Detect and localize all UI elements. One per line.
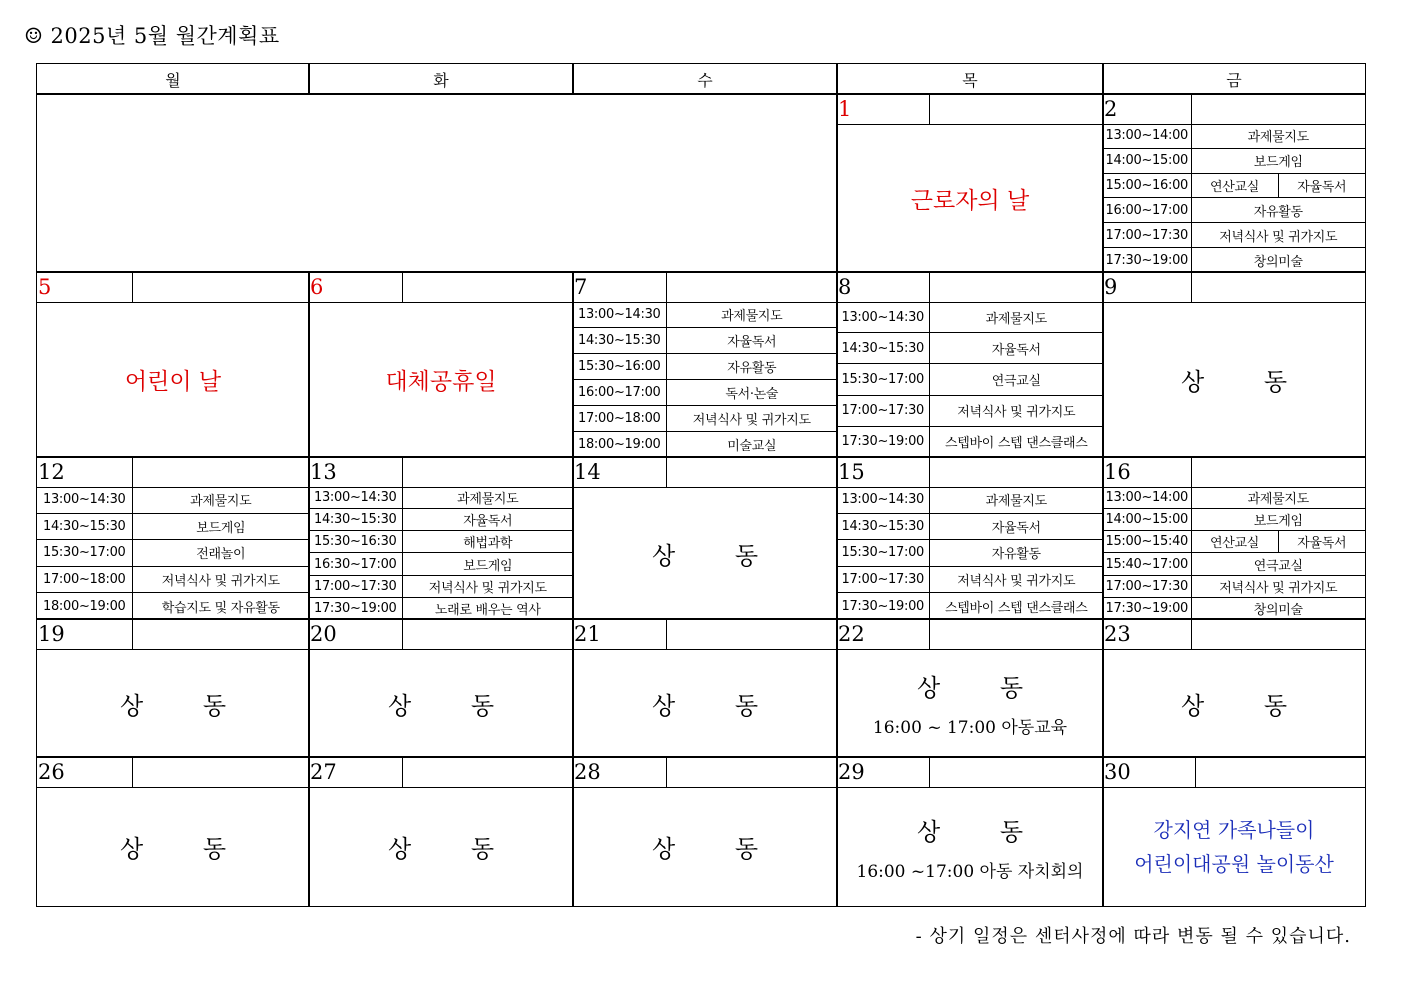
schedule-activity: 연산교실 (1191, 531, 1278, 553)
schedule-activity: 자율독서 (402, 509, 573, 531)
day-number: 21 (574, 622, 601, 646)
schedule-activity: 과제물지도 (929, 487, 1103, 513)
schedule-row (309, 487, 573, 509)
schedule-activity: 저녁식사 및 귀가지도 (132, 566, 309, 593)
schedule-time: 18:00~19:00 (37, 593, 132, 619)
footer-notice: - 상기 일정은 센터사정에 따라 변동 될 수 있습니다. (915, 926, 1351, 947)
schedule-row (573, 302, 837, 327)
schedule-row (1103, 198, 1365, 223)
day-cell-6 (308, 271, 574, 458)
schedule-table (837, 487, 1103, 619)
schedule-time: 15:00~16:00 (1103, 173, 1191, 198)
schedule-activity: 과제물지도 (1191, 124, 1365, 148)
schedule-activity: 자율독서 (929, 333, 1103, 364)
weekday-fri: 금 (1102, 63, 1366, 95)
schedule-time: 13:00~14:30 (837, 487, 929, 513)
schedule-row (309, 531, 573, 553)
schedule-activity: 저녁식사 및 귀가지도 (929, 395, 1103, 426)
schedule-row (573, 379, 837, 405)
day-number: 12 (38, 460, 65, 484)
schedule-activity: 과제물지도 (1191, 487, 1365, 509)
schedule-row (837, 395, 1103, 426)
schedule-row (1103, 248, 1365, 272)
schedule-time: 13:00~14:30 (573, 302, 666, 327)
schedule-time: 17:00~17:30 (1103, 223, 1191, 248)
schedule-time: 17:00~18:00 (37, 566, 132, 593)
schedule-activity: 스텝바이 스텝 댄스클래스 (944, 600, 1088, 616)
day-cell-23 (1102, 618, 1366, 758)
schedule-time: 16:00~17:00 (573, 379, 666, 405)
day-cell-12 (36, 456, 310, 620)
schedule-row (309, 509, 573, 531)
schedule-time: 17:30~19:00 (837, 593, 929, 619)
schedule-time: 13:00~14:30 (309, 487, 402, 509)
schedule-activity: 과제물지도 (402, 487, 573, 509)
calendar (36, 63, 1366, 907)
schedule-activity: 저녁식사 및 귀가지도 (402, 575, 573, 597)
schedule-activity: 자유활동 (929, 540, 1103, 567)
schedule-activity: 연극교실 (929, 364, 1103, 395)
schedule-row (1103, 509, 1365, 531)
same-label: 상 동 (917, 817, 1049, 846)
schedule-row (1103, 173, 1365, 198)
schedule-row (1103, 487, 1365, 509)
day-cell-9 (1102, 271, 1366, 458)
schedule-table (837, 302, 1103, 457)
day-cell-15 (836, 456, 1104, 620)
schedule-activity: 창의미술 (1253, 254, 1303, 270)
schedule-row (37, 540, 309, 567)
day-number: 2 (1104, 97, 1118, 121)
day-number: 30 (1104, 760, 1131, 784)
schedule-time: 14:00~15:00 (1103, 148, 1191, 173)
page-title: ☺ 2025년 5월 월간계획표 (24, 24, 280, 48)
schedule-time: 15:30~17:00 (837, 540, 929, 567)
day-cell-27 (308, 756, 574, 907)
schedule-row (37, 513, 309, 540)
day-cell-26 (36, 756, 310, 907)
day-cell-20 (308, 618, 574, 758)
schedule-time: 15:30~17:00 (37, 540, 132, 567)
schedule-time: 17:00~17:30 (837, 395, 929, 426)
schedule-time: 13:00~14:30 (37, 487, 132, 513)
schedule-row (37, 487, 309, 513)
same-label: 상 동 (120, 691, 252, 720)
day-number: 23 (1104, 622, 1131, 646)
holiday-label: 근로자의 날 (910, 187, 1030, 214)
schedule-time: 15:00~15:40 (1103, 531, 1191, 553)
schedule-row (837, 593, 1103, 619)
weekday-wed: 수 (572, 63, 838, 95)
same-label: 상 동 (120, 835, 252, 863)
schedule-activity: 보드게임 (1191, 509, 1365, 531)
same-label: 상 동 (917, 674, 1049, 702)
schedule-row (837, 487, 1103, 513)
outing-line-1: 강지연 가족나들이 (1153, 817, 1315, 842)
day-cell-5 (36, 271, 310, 458)
schedule-time: 16:30~17:00 (309, 553, 402, 575)
day-cell-14 (572, 456, 838, 620)
schedule-row (837, 364, 1103, 395)
day-number: 27 (310, 760, 337, 784)
day-cell-22 (836, 618, 1104, 758)
same-label: 상 동 (652, 541, 784, 570)
schedule-activity: 자율독서 (929, 513, 1103, 540)
day-cell-16 (1102, 456, 1366, 620)
schedule-row (309, 597, 573, 619)
schedule-row (573, 432, 837, 457)
schedule-row (1103, 553, 1365, 575)
schedule-table (37, 487, 309, 619)
empty-cell (36, 93, 838, 273)
schedule-time: 14:30~15:30 (309, 509, 402, 531)
schedule-time: 17:30~19:00 (837, 426, 929, 457)
same-label: 상 동 (388, 691, 520, 720)
schedule-table (1103, 487, 1365, 619)
schedule-time: 16:00~17:00 (1103, 198, 1191, 223)
weekday-mon: 월 (36, 63, 310, 95)
day-number: 22 (838, 622, 865, 646)
schedule-row (1103, 597, 1365, 619)
schedule-activity: 자율독서 (1278, 531, 1365, 553)
schedule-activity: 자유활동 (1191, 198, 1365, 223)
day-cell-8 (836, 271, 1104, 458)
weekday-thu: 목 (836, 63, 1104, 95)
schedule-time: 14:30~15:30 (837, 513, 929, 540)
schedule-time: 14:00~15:00 (1103, 509, 1191, 531)
schedule-time: 17:00~18:00 (573, 406, 666, 432)
schedule-row (573, 327, 837, 353)
schedule-time: 14:30~15:30 (573, 327, 666, 353)
day-cell-1 (836, 93, 1104, 273)
schedule-time: 14:30~15:30 (837, 333, 929, 364)
schedule-activity: 보드게임 (1191, 148, 1365, 173)
schedule-activity: 과제물지도 (666, 302, 837, 327)
outing-line-2: 어린이대공원 놀이동산 (1134, 851, 1334, 876)
day-cell-30 (1102, 756, 1366, 907)
schedule-activity: 스텝바이 스텝 댄스클래스 (944, 436, 1088, 452)
schedule-activity: 보드게임 (402, 553, 573, 575)
day-number: 26 (38, 760, 65, 784)
schedule-time: 15:30~16:00 (573, 353, 666, 379)
schedule-row (837, 426, 1103, 457)
schedule-time: 17:30~19:00 (1103, 248, 1191, 272)
day-number: 1 (838, 97, 852, 121)
schedule-row (837, 540, 1103, 567)
schedule-activity: 자율독서 (666, 327, 837, 353)
schedule-row (1103, 148, 1365, 173)
day-number: 16 (1104, 460, 1131, 484)
schedule-time: 17:00~17:30 (1103, 575, 1191, 597)
schedule-activity: 미술교실 (727, 439, 777, 455)
schedule-time: 15:30~17:00 (837, 364, 929, 395)
day-number: 29 (838, 760, 865, 784)
event-note: 16:00 ~17:00 아동 자치회의 (856, 861, 1084, 882)
day-cell-19 (36, 618, 310, 758)
schedule-time: 15:40~17:00 (1103, 553, 1191, 575)
schedule-activity: 독서·논술 (666, 379, 837, 405)
schedule-row (37, 593, 309, 619)
schedule-activity: 해법과학 (402, 531, 573, 553)
day-cell-29 (836, 756, 1104, 907)
schedule-row (837, 566, 1103, 593)
schedule-row (1103, 531, 1365, 553)
schedule-row (837, 302, 1103, 333)
day-number: 7 (574, 275, 588, 299)
schedule-row (309, 553, 573, 575)
day-number: 8 (838, 275, 852, 299)
schedule-time: 17:30~19:00 (1103, 597, 1191, 619)
day-number: 15 (838, 460, 865, 484)
schedule-time: 17:00~17:30 (837, 566, 929, 593)
schedule-table (573, 302, 837, 457)
same-label: 상 동 (652, 835, 784, 863)
day-number: 13 (310, 460, 337, 484)
day-cell-21 (572, 618, 838, 758)
schedule-row (573, 353, 837, 379)
schedule-row (309, 575, 573, 597)
schedule-activity: 자유활동 (666, 353, 837, 379)
day-number: 9 (1104, 275, 1118, 299)
holiday-label: 대체공휴일 (385, 369, 497, 395)
same-label: 상 동 (1181, 368, 1313, 396)
schedule-time: 13:00~14:00 (1103, 124, 1191, 148)
schedule-row (1103, 124, 1365, 148)
schedule-activity: 저녁식사 및 귀가지도 (1191, 223, 1365, 248)
day-number: 14 (574, 460, 601, 484)
holiday-label: 어린이 날 (124, 369, 222, 395)
day-number: 6 (310, 275, 324, 299)
day-number: 5 (38, 275, 52, 299)
schedule-activity: 저녁식사 및 귀가지도 (666, 406, 837, 432)
schedule-activity: 저녁식사 및 귀가지도 (1191, 575, 1365, 597)
same-label: 상 동 (1181, 691, 1313, 720)
day-cell-13 (308, 456, 574, 620)
day-number: 19 (38, 622, 65, 646)
schedule-time: 18:00~19:00 (573, 432, 666, 457)
weekday-tue: 화 (308, 63, 574, 95)
schedule-activity: 과제물지도 (132, 487, 309, 513)
schedule-activity: 전래놀이 (132, 540, 309, 567)
schedule-time: 15:30~16:30 (309, 531, 402, 553)
schedule-time: 13:00~14:30 (837, 302, 929, 333)
schedule-table (309, 487, 573, 619)
schedule-activity: 연극교실 (1191, 553, 1365, 575)
schedule-row (837, 513, 1103, 540)
schedule-activity: 저녁식사 및 귀가지도 (929, 566, 1103, 593)
schedule-time: 17:30~19:00 (309, 597, 402, 619)
schedule-row (573, 406, 837, 432)
schedule-activity: 노래로 배우는 역사 (434, 602, 541, 618)
day-cell-2 (1102, 93, 1366, 273)
event-note: 16:00 ~ 17:00 아동교육 (872, 718, 1068, 738)
schedule-time: 14:30~15:30 (37, 513, 132, 540)
schedule-activity: 보드게임 (132, 513, 309, 540)
schedule-row (837, 333, 1103, 364)
schedule-row (1103, 223, 1365, 248)
schedule-time: 17:00~17:30 (309, 575, 402, 597)
schedule-activity: 과제물지도 (929, 302, 1103, 333)
schedule-activity: 창의미술 (1253, 602, 1303, 618)
day-number: 28 (574, 760, 601, 784)
day-cell-7 (572, 271, 838, 458)
same-label: 상 동 (388, 835, 520, 863)
day-cell-28 (572, 756, 838, 907)
schedule-activity: 학습지도 및 자유활동 (161, 600, 280, 616)
schedule-activity: 연산교실 (1191, 173, 1278, 198)
same-label: 상 동 (652, 691, 784, 720)
day-number: 20 (310, 622, 337, 646)
schedule-table (1103, 124, 1365, 272)
schedule-row (1103, 575, 1365, 597)
schedule-activity: 자율독서 (1278, 173, 1365, 198)
schedule-row (37, 566, 309, 593)
schedule-time: 13:00~14:00 (1103, 487, 1191, 509)
